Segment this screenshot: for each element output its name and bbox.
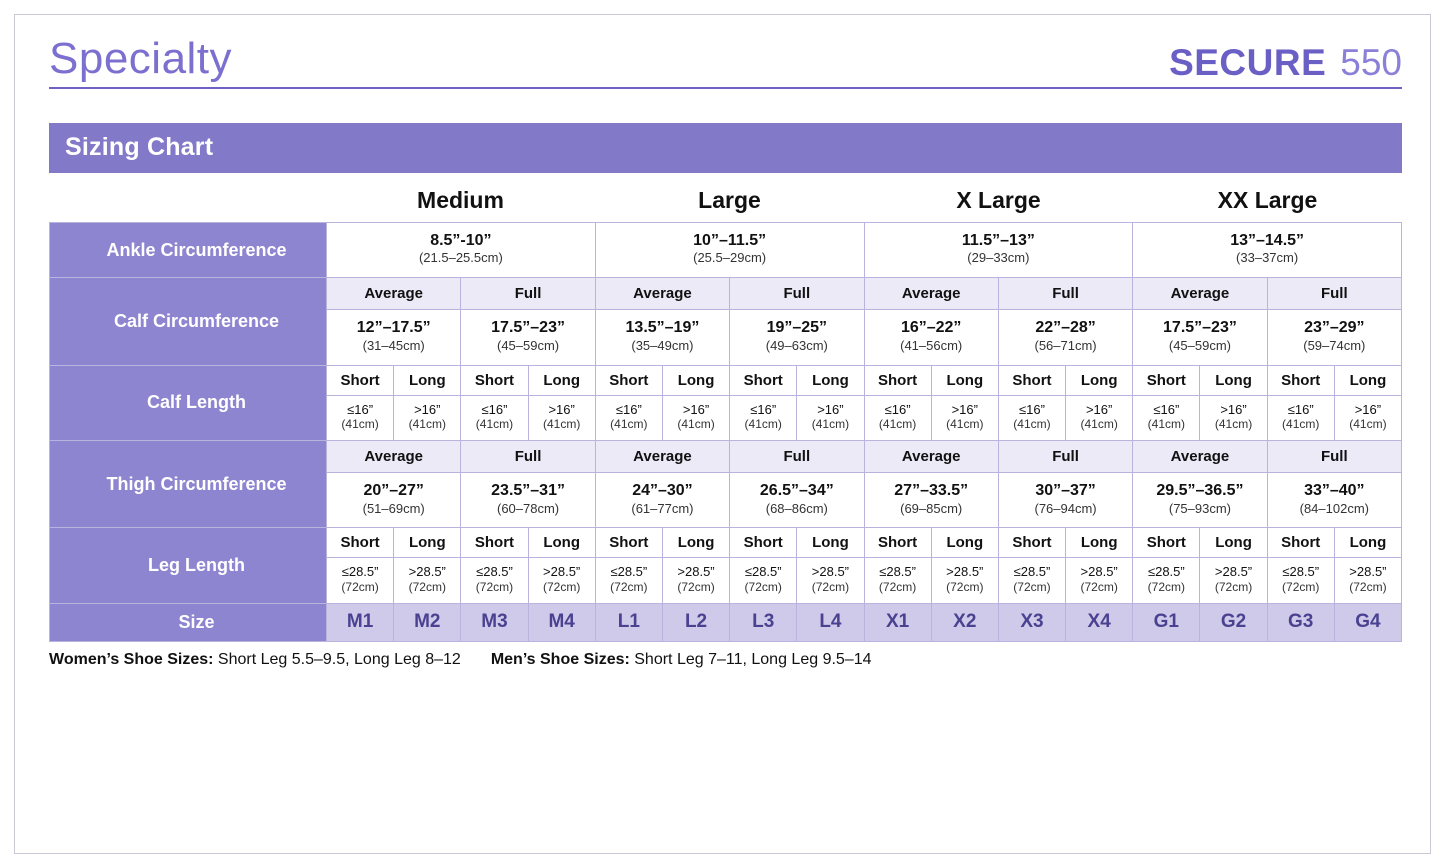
leg-length-subheader-14: Short xyxy=(1267,528,1334,558)
calf-length-value-11-cm: (41cm) xyxy=(1080,417,1118,432)
calf-circ-value-0 xyxy=(327,310,461,365)
calf-length-value-8-in: ≤16” xyxy=(884,401,911,417)
calf-circ-value-6-cm: (45–59cm) xyxy=(1168,337,1231,353)
leg-length-value-7 xyxy=(797,558,864,604)
brand-specialty: Specialty xyxy=(49,34,233,83)
calf-length-value-10-cm: (41cm) xyxy=(1013,417,1051,432)
thigh-circ-value-1-cm: (60–78cm) xyxy=(496,500,560,516)
calf-circ-value-5-cm: (56–71cm) xyxy=(1034,337,1097,353)
calf-length-value-15 xyxy=(1334,395,1401,441)
leg-length-subheader-6: Short xyxy=(730,528,797,558)
thigh-circ-value-3-cm: (68–86cm) xyxy=(765,500,828,516)
row-label-ankle: Ankle Circumference xyxy=(50,223,327,278)
brand-right xyxy=(1169,44,1402,81)
table-row-leg-length-subheaders xyxy=(50,528,1402,558)
calf-length-value-7-in: >16” xyxy=(817,401,844,417)
leg-length-value-14-cm: (72cm) xyxy=(1282,580,1320,595)
thigh-circ-value-3 xyxy=(730,473,864,528)
calf-circ-value-3-in: 19”–25” xyxy=(766,319,828,337)
document-frame xyxy=(14,14,1431,854)
leg-length-subheader-5: Long xyxy=(662,528,729,558)
page-title: Sizing Chart xyxy=(65,133,214,161)
calf-length-value-2 xyxy=(461,395,528,441)
row-label-thigh-circumference: Thigh Circumference xyxy=(50,441,327,528)
leg-length-value-10-cm: (72cm) xyxy=(1013,580,1051,595)
thigh-circ-value-2-in: 24”–30” xyxy=(632,482,693,500)
calf-circ-value-7-cm: (59–74cm) xyxy=(1303,337,1366,353)
calf-length-value-9 xyxy=(931,395,998,441)
calf-length-subheader-2: Short xyxy=(461,365,528,395)
calf-circ-value-2 xyxy=(595,310,729,365)
row-label-calf-length: Calf Length xyxy=(50,365,327,441)
size-code-x1: X1 xyxy=(864,604,931,642)
thigh-circ-subheader-1: Full xyxy=(461,441,595,473)
leg-length-value-10 xyxy=(998,558,1065,604)
thigh-circ-subheader-0: Average xyxy=(327,441,461,473)
calf-length-value-11-in: >16” xyxy=(1085,401,1113,417)
calf-circ-value-0-in: 12”–17.5” xyxy=(356,319,431,337)
calf-length-subheader-8: Short xyxy=(864,365,931,395)
leg-length-value-4-cm: (72cm) xyxy=(610,580,648,595)
size-group-xlarge: X Large xyxy=(956,187,1041,213)
size-code-g3: G3 xyxy=(1267,604,1334,642)
calf-circ-subheader-5: Full xyxy=(998,278,1132,310)
thigh-circ-value-6-cm: (75–93cm) xyxy=(1168,500,1231,516)
calf-length-value-14-cm: (41cm) xyxy=(1282,417,1320,432)
footnote-mens-shoe-sizes xyxy=(491,651,872,669)
thigh-circ-subheader-4: Average xyxy=(864,441,998,473)
leg-length-value-15-cm: (72cm) xyxy=(1349,580,1387,595)
calf-length-value-5-cm: (41cm) xyxy=(677,417,715,432)
calf-length-value-10-in: ≤16” xyxy=(1019,401,1045,417)
leg-length-value-2-cm: (72cm) xyxy=(475,580,514,595)
calf-length-subheader-4: Short xyxy=(595,365,662,395)
thigh-circ-value-4-cm: (69–85cm) xyxy=(900,500,963,516)
ankle-value-large xyxy=(595,223,864,278)
calf-circ-value-2-in: 13.5”–19” xyxy=(625,319,700,337)
calf-length-value-2-cm: (41cm) xyxy=(475,417,514,432)
ankle-value-large-in: 10”–11.5” xyxy=(693,232,767,249)
leg-length-subheader-9: Long xyxy=(931,528,998,558)
size-code-l2: L2 xyxy=(662,604,729,642)
leg-length-subheader-15: Long xyxy=(1334,528,1401,558)
leg-length-value-8 xyxy=(864,558,931,604)
calf-circ-subheader-2: Average xyxy=(595,278,729,310)
ankle-value-xlarge-in: 11.5”–13” xyxy=(961,232,1035,249)
leg-length-value-0-in: ≤28.5” xyxy=(341,564,379,580)
calf-length-subheader-10: Short xyxy=(998,365,1065,395)
size-code-l4: L4 xyxy=(797,604,864,642)
leg-length-value-7-in: >28.5” xyxy=(811,564,850,580)
footnote-mens-text: Short Leg 7–11, Long Leg 9.5–14 xyxy=(629,651,872,669)
thigh-circ-value-5-in: 30”–37” xyxy=(1035,482,1096,500)
thigh-circ-value-6 xyxy=(1133,473,1267,528)
ankle-value-medium-in: 8.5”-10” xyxy=(430,232,492,249)
calf-length-value-0 xyxy=(327,395,394,441)
calf-circ-value-4-in: 16”–22” xyxy=(900,319,962,337)
calf-length-value-5-in: >16” xyxy=(682,401,710,417)
ankle-value-medium xyxy=(327,223,596,278)
leg-length-value-11 xyxy=(1066,558,1133,604)
leg-length-value-0 xyxy=(327,558,394,604)
size-code-x2: X2 xyxy=(931,604,998,642)
leg-length-value-2-in: ≤28.5” xyxy=(476,564,513,580)
calf-length-value-12-in: ≤16” xyxy=(1153,401,1180,417)
calf-length-subheader-13: Long xyxy=(1200,365,1267,395)
calf-length-value-14 xyxy=(1267,395,1334,441)
leg-length-subheader-0: Short xyxy=(327,528,394,558)
calf-length-value-3-cm: (41cm) xyxy=(542,417,581,432)
ankle-value-xlarge xyxy=(864,223,1133,278)
table-row-thigh-circumference-subheaders xyxy=(50,441,1402,473)
leg-length-value-5-cm: (72cm) xyxy=(677,580,715,595)
calf-circ-value-7-in: 23”–29” xyxy=(1304,319,1365,337)
leg-length-value-8-in: ≤28.5” xyxy=(879,564,916,580)
leg-length-value-4-in: ≤28.5” xyxy=(610,564,648,580)
leg-length-value-12-in: ≤28.5” xyxy=(1147,564,1185,580)
leg-length-value-5 xyxy=(662,558,729,604)
calf-length-value-10 xyxy=(998,395,1065,441)
leg-length-subheader-12: Short xyxy=(1133,528,1200,558)
table-row-size-codes xyxy=(50,604,1402,642)
thigh-circ-value-6-in: 29.5”–36.5” xyxy=(1156,482,1244,500)
brand-secure: SECURE xyxy=(1169,42,1327,83)
calf-circ-value-5 xyxy=(998,310,1132,365)
calf-length-value-9-cm: (41cm) xyxy=(946,417,984,432)
leg-length-value-13-in: >28.5” xyxy=(1214,564,1253,580)
leg-length-value-13 xyxy=(1200,558,1267,604)
calf-circ-subheader-4: Average xyxy=(864,278,998,310)
size-code-x3: X3 xyxy=(998,604,1065,642)
calf-length-subheader-15: Long xyxy=(1334,365,1401,395)
calf-length-subheader-6: Short xyxy=(730,365,797,395)
size-code-g4: G4 xyxy=(1334,604,1401,642)
brand-model-number: 550 xyxy=(1340,42,1402,83)
leg-length-subheader-4: Short xyxy=(595,528,662,558)
calf-length-value-1-cm: (41cm) xyxy=(408,417,446,432)
leg-length-value-14-in: ≤28.5” xyxy=(1282,564,1320,580)
leg-length-value-7-cm: (72cm) xyxy=(811,580,850,595)
leg-length-value-13-cm: (72cm) xyxy=(1214,580,1253,595)
calf-length-subheader-5: Long xyxy=(662,365,729,395)
thigh-circ-subheader-5: Full xyxy=(998,441,1132,473)
calf-length-value-3-in: >16” xyxy=(548,401,575,417)
calf-length-value-6-in: ≤16” xyxy=(750,401,777,417)
leg-length-value-11-in: >28.5” xyxy=(1080,564,1118,580)
leg-length-value-5-in: >28.5” xyxy=(677,564,715,580)
row-label-size: Size xyxy=(50,604,327,642)
calf-circ-value-4 xyxy=(864,310,998,365)
leg-length-subheader-1: Long xyxy=(394,528,461,558)
thigh-circ-value-4 xyxy=(864,473,998,528)
table-row-calf-circumference-subheaders xyxy=(50,278,1402,310)
calf-length-subheader-0: Short xyxy=(327,365,394,395)
calf-length-value-6-cm: (41cm) xyxy=(744,417,782,432)
calf-length-value-1 xyxy=(394,395,461,441)
calf-circ-subheader-0: Average xyxy=(327,278,461,310)
calf-length-value-1-in: >16” xyxy=(414,401,441,417)
calf-length-value-15-in: >16” xyxy=(1354,401,1382,417)
size-group-xxlarge: XX Large xyxy=(1217,187,1318,213)
leg-length-value-1 xyxy=(394,558,461,604)
thigh-circ-value-0-cm: (51–69cm) xyxy=(362,500,425,516)
thigh-circ-value-0 xyxy=(327,473,461,528)
calf-length-value-12 xyxy=(1133,395,1200,441)
leg-length-value-15 xyxy=(1334,558,1401,604)
calf-length-value-3 xyxy=(528,395,595,441)
calf-length-subheader-1: Long xyxy=(394,365,461,395)
size-group-large: Large xyxy=(698,187,761,213)
size-code-l3: L3 xyxy=(730,604,797,642)
footnote-womens-label: Women’s Shoe Sizes: xyxy=(49,651,214,669)
calf-length-value-6 xyxy=(730,395,797,441)
section-title-bar xyxy=(49,123,1402,173)
size-code-m1: M1 xyxy=(327,604,394,642)
calf-circ-subheader-3: Full xyxy=(730,278,864,310)
leg-length-value-6-in: ≤28.5” xyxy=(744,564,782,580)
thigh-circ-value-1 xyxy=(461,473,595,528)
calf-length-value-4 xyxy=(595,395,662,441)
calf-length-subheader-11: Long xyxy=(1066,365,1133,395)
thigh-circ-value-7-cm: (84–102cm) xyxy=(1299,500,1369,516)
sizing-table xyxy=(49,222,1402,642)
calf-length-value-0-cm: (41cm) xyxy=(341,417,379,432)
calf-circ-value-1-cm: (45–59cm) xyxy=(496,337,560,353)
leg-length-value-1-cm: (72cm) xyxy=(408,580,446,595)
calf-length-value-2-in: ≤16” xyxy=(481,401,508,417)
leg-length-subheader-8: Short xyxy=(864,528,931,558)
size-group-header-row xyxy=(49,187,1402,222)
calf-length-value-12-cm: (41cm) xyxy=(1147,417,1186,432)
thigh-circ-subheader-2: Average xyxy=(595,441,729,473)
thigh-circ-value-7 xyxy=(1267,473,1401,528)
size-code-g1: G1 xyxy=(1133,604,1200,642)
leg-length-value-3-cm: (72cm) xyxy=(542,580,581,595)
leg-length-subheader-7: Long xyxy=(797,528,864,558)
calf-length-value-7-cm: (41cm) xyxy=(811,417,850,432)
calf-circ-value-3 xyxy=(730,310,864,365)
leg-length-value-6-cm: (72cm) xyxy=(744,580,782,595)
leg-length-subheader-10: Short xyxy=(998,528,1065,558)
leg-length-value-12 xyxy=(1133,558,1200,604)
size-code-m2: M2 xyxy=(394,604,461,642)
calf-length-subheader-3: Long xyxy=(528,365,595,395)
leg-length-value-15-in: >28.5” xyxy=(1349,564,1387,580)
leg-length-value-9-in: >28.5” xyxy=(946,564,984,580)
ankle-value-medium-cm: (21.5–25.5cm) xyxy=(418,250,503,266)
calf-length-value-14-in: ≤16” xyxy=(1287,401,1314,417)
leg-length-value-11-cm: (72cm) xyxy=(1080,580,1118,595)
thigh-circ-value-2-cm: (61–77cm) xyxy=(631,500,694,516)
leg-length-value-3 xyxy=(528,558,595,604)
leg-length-value-9-cm: (72cm) xyxy=(946,580,984,595)
thigh-circ-value-5-cm: (76–94cm) xyxy=(1034,500,1097,516)
size-code-x4: X4 xyxy=(1066,604,1133,642)
calf-length-value-9-in: >16” xyxy=(951,401,978,417)
calf-length-value-13 xyxy=(1200,395,1267,441)
calf-length-value-11 xyxy=(1066,395,1133,441)
calf-circ-subheader-7: Full xyxy=(1267,278,1401,310)
size-code-m3: M3 xyxy=(461,604,528,642)
thigh-circ-value-3-in: 26.5”–34” xyxy=(759,482,834,500)
calf-length-subheader-9: Long xyxy=(931,365,998,395)
calf-length-value-4-cm: (41cm) xyxy=(610,417,648,432)
calf-length-value-13-cm: (41cm) xyxy=(1214,417,1253,432)
leg-length-value-6 xyxy=(730,558,797,604)
leg-length-value-4 xyxy=(595,558,662,604)
calf-length-subheader-14: Short xyxy=(1267,365,1334,395)
thigh-circ-subheader-6: Average xyxy=(1133,441,1267,473)
size-code-m4: M4 xyxy=(528,604,595,642)
calf-length-subheader-12: Short xyxy=(1133,365,1200,395)
calf-circ-value-0-cm: (31–45cm) xyxy=(362,337,425,353)
leg-length-value-2 xyxy=(461,558,528,604)
calf-length-value-4-in: ≤16” xyxy=(615,401,642,417)
thigh-circ-subheader-3: Full xyxy=(730,441,864,473)
thigh-circ-value-2 xyxy=(595,473,729,528)
calf-circ-value-5-in: 22”–28” xyxy=(1035,319,1096,337)
calf-length-value-13-in: >16” xyxy=(1220,401,1247,417)
footnote-womens-text: Short Leg 5.5–9.5, Long Leg 8–12 xyxy=(213,651,461,669)
calf-circ-value-1-in: 17.5”–23” xyxy=(491,319,565,337)
calf-length-value-7 xyxy=(797,395,864,441)
thigh-circ-value-0-in: 20”–27” xyxy=(363,482,424,500)
calf-length-value-0-in: ≤16” xyxy=(347,401,374,417)
group-header-spacer xyxy=(49,187,326,222)
footnote-row xyxy=(49,651,1402,669)
calf-circ-value-6 xyxy=(1133,310,1267,365)
calf-length-subheader-7: Long xyxy=(797,365,864,395)
size-code-l1: L1 xyxy=(595,604,662,642)
thigh-circ-value-1-in: 23.5”–31” xyxy=(491,482,565,500)
leg-length-subheader-11: Long xyxy=(1066,528,1133,558)
calf-circ-value-2-cm: (35–49cm) xyxy=(631,337,694,353)
ankle-value-xlarge-cm: (29–33cm) xyxy=(967,250,1030,266)
table-row-ankle-circumference xyxy=(50,223,1402,278)
row-label-leg-length: Leg Length xyxy=(50,528,327,604)
leg-length-value-9 xyxy=(931,558,998,604)
table-row-calf-length-subheaders xyxy=(50,365,1402,395)
calf-length-value-8-cm: (41cm) xyxy=(878,417,917,432)
row-label-calf-circumference: Calf Circumference xyxy=(50,278,327,365)
leg-length-value-3-in: >28.5” xyxy=(543,564,581,580)
thigh-circ-value-5 xyxy=(998,473,1132,528)
ankle-value-xxlarge xyxy=(1133,223,1402,278)
document-header xyxy=(49,34,1402,89)
leg-length-value-14 xyxy=(1267,558,1334,604)
footnote-mens-label: Men’s Shoe Sizes: xyxy=(490,651,630,669)
calf-length-value-15-cm: (41cm) xyxy=(1349,417,1387,432)
calf-circ-subheader-1: Full xyxy=(461,278,595,310)
ankle-value-xxlarge-in: 13”–14.5” xyxy=(1230,232,1305,249)
calf-circ-value-4-cm: (41–56cm) xyxy=(900,337,963,353)
leg-length-subheader-2: Short xyxy=(461,528,528,558)
leg-length-value-8-cm: (72cm) xyxy=(878,580,917,595)
calf-circ-subheader-6: Average xyxy=(1133,278,1267,310)
thigh-circ-value-4-in: 27”–33.5” xyxy=(894,482,969,500)
ankle-value-large-cm: (25.5–29cm) xyxy=(693,250,767,266)
ankle-value-xxlarge-cm: (33–37cm) xyxy=(1236,250,1299,266)
leg-length-value-12-cm: (72cm) xyxy=(1147,580,1186,595)
leg-length-value-10-in: ≤28.5” xyxy=(1013,564,1051,580)
size-group-medium: Medium xyxy=(417,187,504,213)
calf-circ-value-6-in: 17.5”–23” xyxy=(1163,319,1237,337)
thigh-circ-value-7-in: 33”–40” xyxy=(1304,482,1365,500)
footnote-womens-shoe-sizes xyxy=(49,651,461,669)
leg-length-value-0-cm: (72cm) xyxy=(341,580,379,595)
thigh-circ-subheader-7: Full xyxy=(1267,441,1401,473)
size-code-g2: G2 xyxy=(1200,604,1267,642)
leg-length-value-1-in: >28.5” xyxy=(408,564,446,580)
calf-length-value-5 xyxy=(662,395,729,441)
calf-circ-value-1 xyxy=(461,310,595,365)
calf-length-value-8 xyxy=(864,395,931,441)
calf-circ-value-7 xyxy=(1267,310,1401,365)
leg-length-subheader-13: Long xyxy=(1200,528,1267,558)
leg-length-subheader-3: Long xyxy=(528,528,595,558)
calf-circ-value-3-cm: (49–63cm) xyxy=(765,337,828,353)
